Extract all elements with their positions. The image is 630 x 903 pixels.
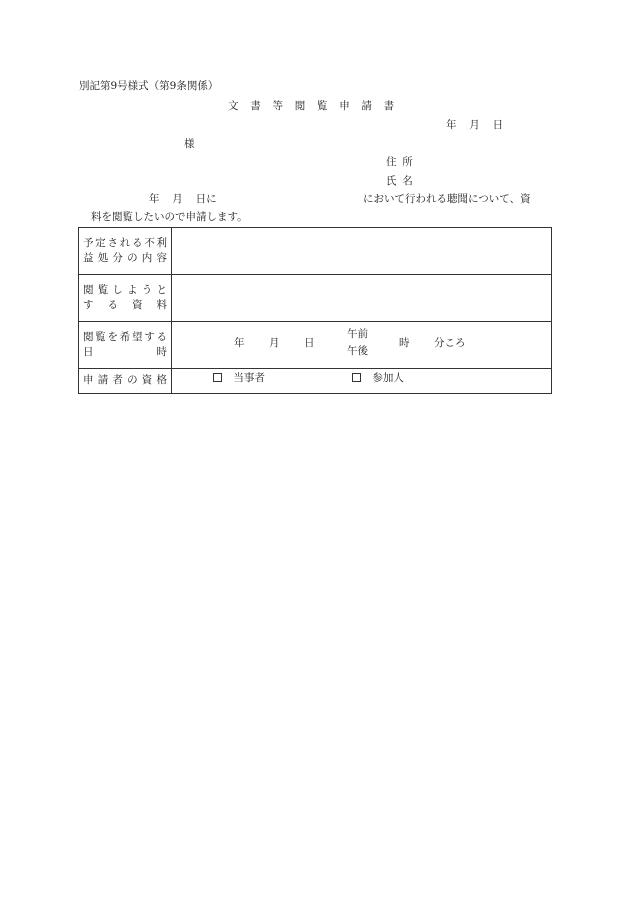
option-participant[interactable]: 参加人 [352,373,404,384]
day-label: 日 [304,337,315,349]
document-title: 文 書 等 閲 覧 申 請 書 [228,100,399,112]
disposition-field[interactable] [172,228,552,275]
option-party[interactable]: 当事者 [213,373,265,384]
checkbox-icon[interactable] [213,373,222,382]
materials-field[interactable] [172,275,552,322]
datetime-field[interactable] [172,322,552,369]
disposition-label: 予定される不利 益処分の内容 [79,228,172,275]
qualification-label: 申請者の資格 [79,369,172,394]
address-label: 住所 [386,156,419,168]
hour-label: 時 [399,337,410,349]
datetime-label: 閲覧を希望する 日時 [79,322,172,369]
request-statement: 料を閲覧したいので申請します。 [91,211,248,223]
application-date: 年 月 日 [446,119,504,131]
hearing-date-text: 年 月 日に [149,193,217,205]
year-label: 年 [234,337,245,349]
application-table [78,227,552,394]
hearing-location-text: において行われる聴聞について、資 [363,193,531,205]
form-number-label: 別記第9号様式（第9条関係） [79,80,219,92]
table-row [79,322,552,369]
checkbox-icon[interactable] [352,373,361,382]
materials-label: 閲覧しようと する資料 [79,275,172,322]
am-label: 午前 [347,328,368,340]
addressee-suffix: 様 [184,138,195,150]
qualification-field [172,369,552,394]
table-row [79,275,552,322]
minute-label: 分ころ [434,337,466,349]
table-row [79,369,552,394]
name-label: 氏名 [386,175,419,187]
table-row [79,228,552,275]
month-label: 月 [269,337,280,349]
pm-label: 午後 [347,345,368,357]
